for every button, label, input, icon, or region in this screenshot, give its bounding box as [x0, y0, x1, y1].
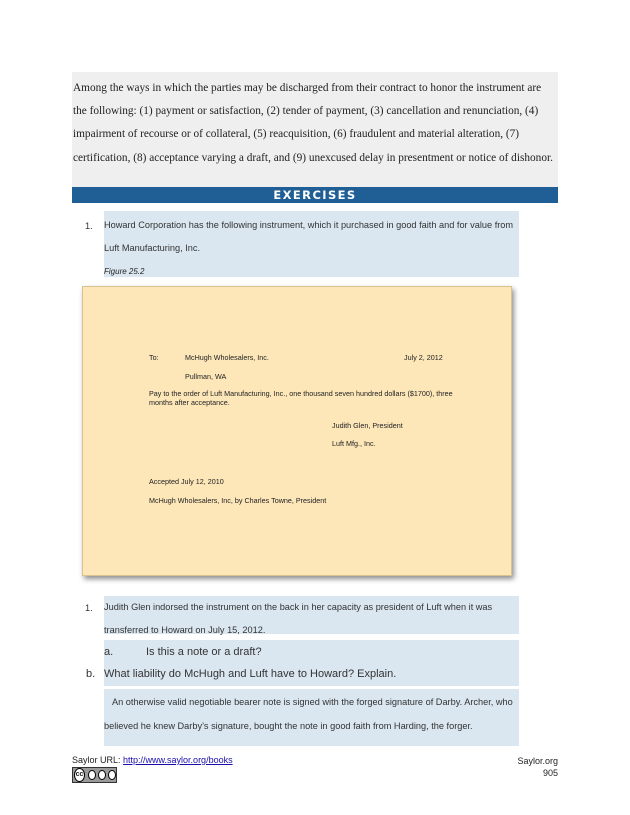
cc-icon: cc — [74, 768, 85, 782]
footer-source — [72, 755, 233, 765]
figure-payee: McHugh Wholesalers, Inc. — [185, 353, 269, 362]
footer-page-info — [517, 755, 558, 779]
summary-paragraph: Among the ways in which the parties may be discharged from their contract to honor the instrument are the following: (1) payment or satisfaction, (2) tender of payment, (3) cancellation and renunciation, (4) impairment of recourse or of collateral, (5) reacquisition, (6) fraudulent and material alteration, (7) certification, (8) acceptance varying a draft, and (9) unexcused delay in presentment or notice of dishonor. — [73, 82, 553, 164]
figure-acceptor: McHugh Wholesalers, Inc, by Charles Towne, President — [149, 496, 327, 505]
by-icon — [88, 770, 96, 780]
question-3-text: An otherwise valid negotiable bearer note is signed with the forged signature of Darby. Archer, who believed he knew Darby’s signature, bought the note in good faith from Harding, the forger. — [104, 697, 513, 731]
creative-commons-badge — [72, 767, 117, 783]
instrument-figure — [82, 286, 512, 576]
figure-caption: Figure 25.2 — [104, 267, 145, 276]
figure-date: July 2, 2012 — [404, 353, 443, 362]
footer-url-label: Saylor URL: — [72, 755, 124, 765]
exercises-heading: EXERCISES — [72, 187, 558, 203]
figure-city: Pullman, WA — [185, 372, 227, 381]
question-2-text: Judith Glen indorsed the instrument on the back in her capacity as president of Luft when it was transferred to Howard on July 15, 2012. — [104, 602, 493, 635]
subquestion-a-label: a. — [104, 646, 114, 658]
footer-page-number: 905 — [542, 768, 558, 778]
sa-icon — [108, 770, 116, 780]
figure-pay-line-2: months after acceptance. — [149, 398, 230, 407]
figure-to-label: To: — [149, 353, 159, 362]
question-2-number: 1. — [85, 603, 93, 613]
figure-signer: Judith Glen, President — [332, 421, 403, 430]
footer-site: Saylor.org — [517, 756, 558, 766]
figure-accepted: Accepted July 12, 2010 — [149, 477, 224, 486]
figure-company: Luft Mfg., Inc. — [332, 439, 376, 448]
footer-url-link[interactable]: http://www.saylor.org/books — [123, 755, 233, 765]
figure-pay-line-1: Pay to the order of Luft Manufacturing, Inc., one thousand seven hundred dollars ($1700), three — [149, 389, 453, 398]
nc-icon — [98, 770, 106, 780]
question-1-text: Howard Corporation has the following instrument, which it purchased in good faith and for value from Luft Manufacturing, Inc. — [104, 220, 514, 253]
question-1-number: 1. — [85, 221, 93, 231]
subquestion-b-text: What liability do McHugh and Luft have to Howard? Explain. — [104, 668, 397, 680]
subquestion-a-text: Is this a note or a draft? — [146, 646, 262, 658]
subquestion-b-label: b. — [86, 668, 96, 680]
